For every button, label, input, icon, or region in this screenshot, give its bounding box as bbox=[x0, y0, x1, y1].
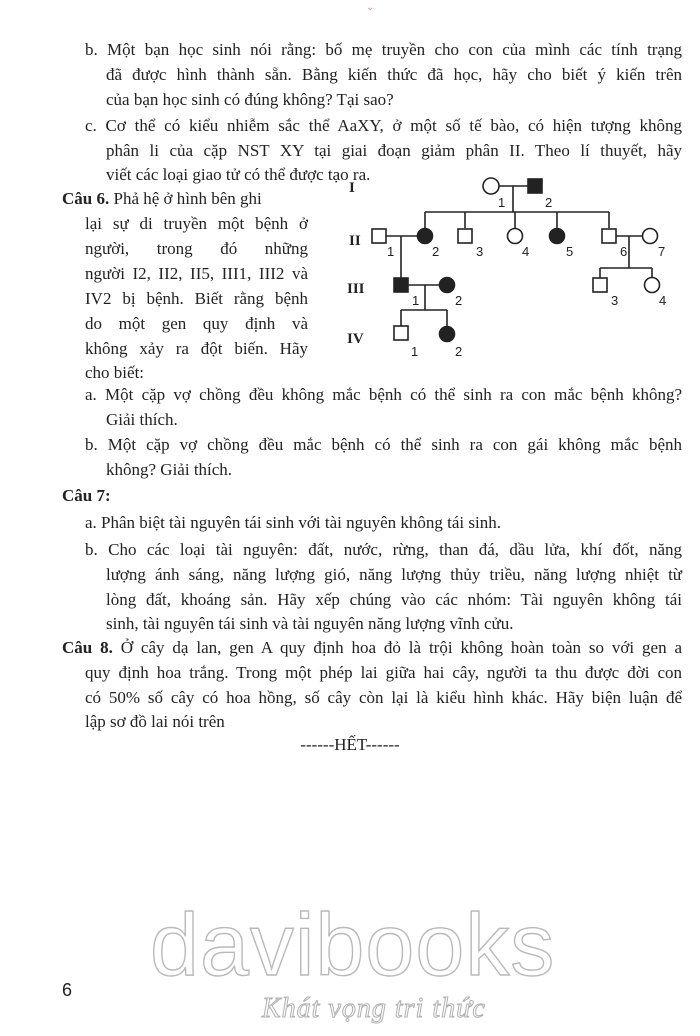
q5-c-line-2: phân li của cặp NST XY tại giai đoạn giảm phân II. Theo lí thuyết, hãy bbox=[106, 141, 682, 160]
num-IV1: 1 bbox=[411, 344, 419, 359]
q8-line-1 bbox=[62, 636, 682, 660]
pedigree-IV1 bbox=[394, 326, 408, 340]
pedigree-II3 bbox=[458, 229, 472, 243]
pedigree-II6 bbox=[602, 229, 616, 243]
q8-line-3: có 50% số cây có hoa hồng, số cây còn lại là kiểu hình khác. Hãy biện luận để bbox=[85, 688, 682, 707]
q6-label: Câu 6. bbox=[62, 189, 110, 208]
q6-intro-line-5: IV2 bị bệnh. Biết rằng bệnh bbox=[85, 289, 308, 308]
num-I1: 1 bbox=[498, 195, 506, 210]
num-II7: 7 bbox=[658, 244, 666, 259]
num-I2: 2 bbox=[545, 195, 553, 210]
q6-intro-line-7: không xảy ra đột biến. Hãy bbox=[85, 339, 308, 358]
q7-b-line-2: lượng ánh sáng, năng lượng gió, năng lượng thủy triều, năng lượng nhiệt từ bbox=[106, 565, 682, 584]
q6-b-line-1: b. Một cặp vợ chồng đều mắc bệnh có thể sinh ra con gái không mắc bệnh bbox=[85, 435, 682, 454]
pedigree-II5 bbox=[550, 229, 565, 244]
num-II2: 2 bbox=[432, 244, 440, 259]
q6-intro-line-6: do một gen quy định và bbox=[85, 314, 308, 333]
q6-intro-line-1 bbox=[62, 187, 262, 211]
pedigree-II1 bbox=[372, 229, 386, 243]
pedigree-III4 bbox=[645, 278, 660, 293]
pedigree-II4 bbox=[508, 229, 523, 244]
gen-label-III: III bbox=[347, 281, 365, 297]
q5-b-line-1: b. Một bạn học sinh nói rằng: bố mẹ truyền cho con của mình các tính trạng bbox=[85, 40, 682, 59]
pedigree-I1 bbox=[483, 178, 499, 194]
num-III1: 1 bbox=[412, 293, 420, 308]
end-marker: ------HẾT------ bbox=[300, 735, 400, 754]
num-III3: 3 bbox=[611, 293, 619, 308]
q5-c-line-3: viết các loại giao tử có thể được tạo ra. bbox=[106, 165, 371, 184]
pedigree-III1 bbox=[394, 278, 408, 292]
gen-label-IV: IV bbox=[347, 331, 364, 347]
q6-intro-line-3: người, trong đó những bbox=[85, 239, 308, 258]
num-IV2: 2 bbox=[455, 344, 463, 359]
num-II3: 3 bbox=[476, 244, 484, 259]
q6-b-line-2: không? Giải thích. bbox=[106, 460, 233, 479]
q8-label: Câu 8. bbox=[62, 638, 113, 657]
watermark-slogan: Khát vọng tri thức bbox=[262, 993, 486, 1024]
q7-b-line-4: sinh, tài nguyên tái sinh và tài nguyên năng lượng vĩnh cửu. bbox=[106, 614, 514, 633]
pedigree-III2 bbox=[440, 278, 455, 293]
pedigree-IV2 bbox=[440, 327, 455, 342]
q7-b-line-3: lòng đất, khoáng sản. Hãy xếp chúng vào các nhóm: Tài nguyên không tái bbox=[106, 590, 682, 609]
num-III2: 2 bbox=[455, 293, 463, 308]
page-number: 6 bbox=[62, 980, 73, 1000]
q5-c-line-1: c. Cơ thể có kiểu nhiễm sắc thể AaXY, ở một số tế bào, có hiện tượng không bbox=[85, 116, 682, 135]
q6-intro-line-4: người I2, II2, II5, III1, III2 và bbox=[85, 264, 308, 283]
gen-label-II: II bbox=[349, 233, 361, 249]
q6-intro-first: Phả hệ ở hình bên ghi bbox=[113, 189, 262, 208]
pedigree-chart bbox=[335, 170, 680, 365]
num-II5: 5 bbox=[566, 244, 574, 259]
gen-label-I: I bbox=[349, 180, 355, 196]
corner-mark: ⌄ bbox=[366, 2, 375, 13]
q5-b-line-3: của bạn học sinh có đúng không? Tại sao? bbox=[106, 90, 394, 109]
watermark-brand: davibooks bbox=[150, 895, 556, 994]
num-II6: 6 bbox=[620, 244, 628, 259]
q6-a-line-1: a. Một cặp vợ chồng đều không mắc bệnh có thể sinh ra con mắc bệnh không? bbox=[85, 385, 682, 404]
q6-a-line-2: Giải thích. bbox=[106, 410, 178, 429]
q8-first: Ở cây dạ lan, gen A quy định hoa đỏ là trội không hoàn toàn so với gen a bbox=[120, 638, 682, 657]
q8-line-4: lập sơ đồ lai nói trên bbox=[85, 712, 225, 731]
q7-b-line-1: b. Cho các loại tài nguyên: đất, nước, rừng, than đá, dầu lửa, khí đốt, năng bbox=[85, 540, 682, 559]
q6-intro-line-2: lại sự di truyền một bệnh ở bbox=[85, 214, 308, 233]
pedigree-II2 bbox=[418, 229, 433, 244]
q6-intro-line-8: cho biết: bbox=[85, 363, 145, 382]
pedigree-I2 bbox=[528, 179, 542, 193]
pedigree-III3 bbox=[593, 278, 607, 292]
q8-line-2: quy định hoa trắng. Trong một phép lai giữa hai cây, người ta thu được đời con bbox=[85, 663, 682, 682]
num-II4: 4 bbox=[522, 244, 530, 259]
q5-b-line-2: đã được hình thành sẵn. Bằng kiến thức đã học, hãy cho biết ý kiến trên bbox=[106, 65, 682, 84]
num-III4: 4 bbox=[659, 293, 667, 308]
pedigree-II7 bbox=[643, 229, 658, 244]
q7-label: Câu 7: bbox=[62, 486, 111, 505]
q7-a-line: a. Phân biệt tài nguyên tái sinh với tài nguyên không tái sinh. bbox=[85, 513, 501, 532]
num-II1: 1 bbox=[387, 244, 395, 259]
